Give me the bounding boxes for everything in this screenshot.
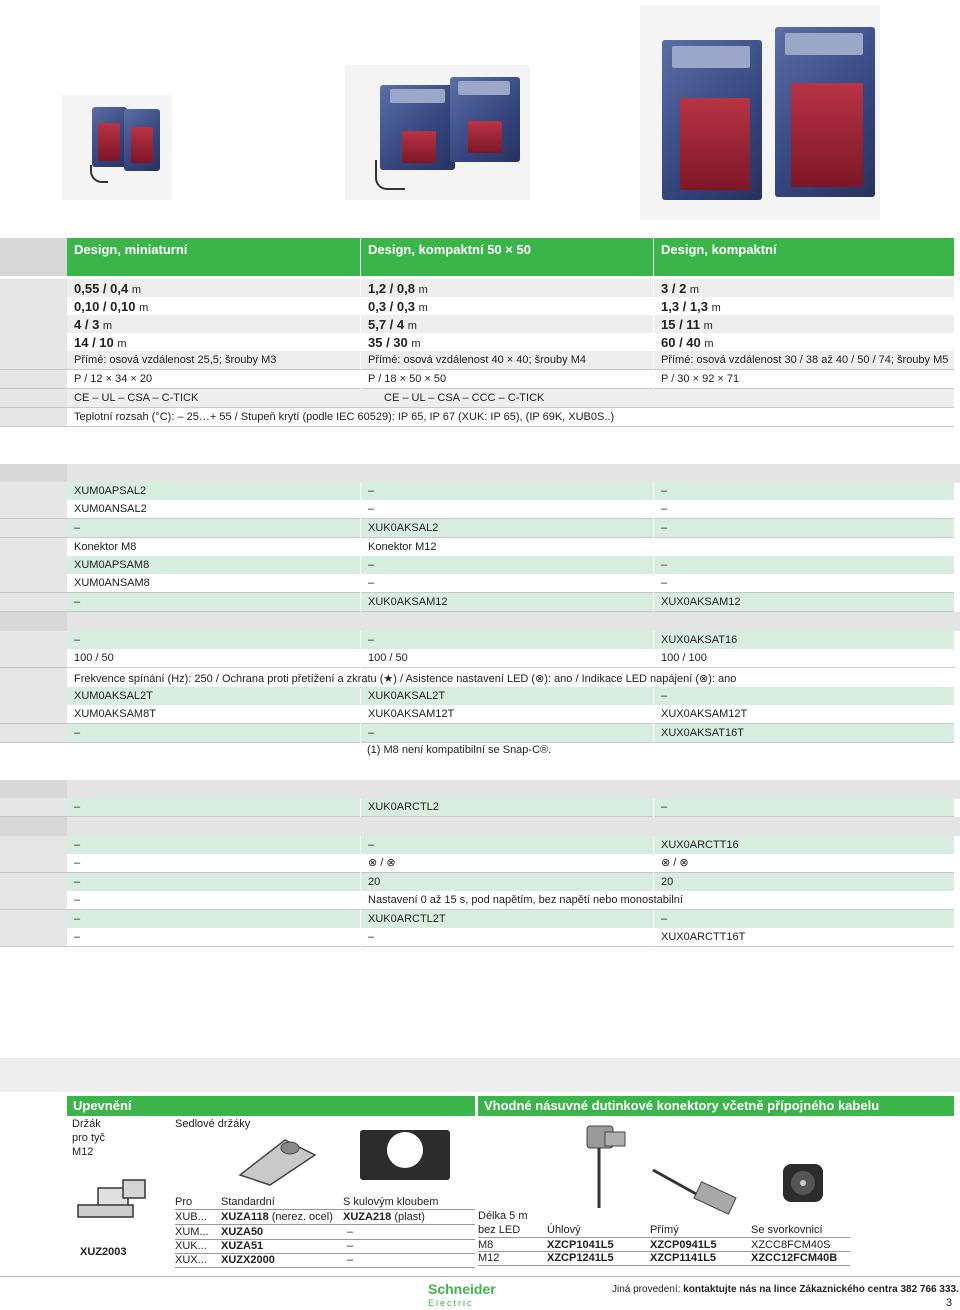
bracket-label: Držák [72, 1118, 101, 1130]
bottom-spacer [0, 1058, 960, 1092]
header-compact-50: Design, kompaktní 50 × 50 [361, 238, 653, 276]
range-row: 4 / 3 m 5,7 / 4 m 15 / 11 m [0, 315, 960, 334]
table-row: – – XUX0ARCTT16 [0, 836, 960, 855]
table-row: – Nastavení 0 až 15 s, pod napětím, bez napětí nebo monostabilní [0, 891, 960, 910]
section-band [0, 464, 960, 483]
table-row: XUM0ANSAL2 – – [0, 500, 960, 519]
straight-connector-image [648, 1165, 743, 1220]
table-row: XUM0AKSAM8T XUK0AKSAM12T XUX0AKSAM12T [0, 705, 960, 724]
photo-compact-50 [345, 65, 530, 200]
ball-joint-image [355, 1115, 455, 1190]
header-lead [0, 238, 67, 276]
section-band [0, 612, 960, 631]
footnote: (1) M8 není kompatibilní se Snap-C®. [367, 744, 552, 756]
freq-row: Frekvence spínání (Hz): 250 / Ochrana proti přetížení a zkratu (★) / Asistence nastavení LED (⊗): ano / Indikace LED napájení (⊗): ano [0, 668, 960, 688]
design-header [0, 238, 960, 276]
table-row: – XUK0ARCTL2T – [0, 910, 960, 929]
spec-row-dimensions: P / 12 × 34 × 20 P / 18 × 50 × 50 P / 30 × 92 × 71 [0, 370, 960, 389]
table-row: – XUK0AKSAM12 XUX0AKSAM12 [0, 593, 960, 612]
mounting-title: Upevnění [67, 1096, 475, 1116]
table-row: – 20 20 [0, 873, 960, 892]
terminal-connector-image [775, 1152, 840, 1212]
table-row: – XUK0AKSAL2 – [0, 519, 960, 538]
spec-row-temperature: Teplotní rozsah (°C): – 25…+ 55 / Stupeň krytí (podle IEC 60529): IP 65, IP 67 (XUK: IP 65), (IP 69K, XUB0S..) [0, 408, 960, 427]
spec-row-mounting: Přímé: osová vzdálenost 25,5; šrouby M3 Přímé: osová vzdálenost 40 × 40; šrouby M4 Přímé: osová vzdálenost 30 / 38 až 40 / 50 / 74; šrouby M5 [0, 351, 960, 370]
xuz-ref: XUZ2003 [80, 1246, 127, 1258]
section-band [0, 780, 960, 799]
photo-miniature [62, 95, 172, 200]
photo-compact [640, 5, 880, 220]
table-row: XUM0APSAM8 – – [0, 556, 960, 575]
connectors-title: Vhodné násuvné dutinkové konektory včetně přípojného kabelu [478, 1096, 954, 1116]
range-row: 14 / 10 m 35 / 30 m 60 / 40 m [0, 333, 960, 352]
table-row: XUM0APSAL2 – – [0, 482, 960, 501]
bracket-label: M12 [72, 1146, 94, 1158]
saddle-bracket-image [230, 1130, 320, 1190]
table-row: 100 / 50 100 / 50 100 / 100 [0, 649, 960, 668]
range-row: 0,55 / 0,4 m 1,2 / 0,8 m 3 / 2 m [0, 279, 960, 298]
table-row: – – XUX0ARCTT16T [0, 928, 960, 947]
saddle-label: Sedlové držáky [175, 1118, 251, 1130]
contact-note: Jiná provedení: kontaktujte nás na lince Zákaznického centra 382 766 333. [612, 1284, 959, 1295]
header-miniature: Design, miniaturní [67, 238, 360, 276]
range-row: 0,10 / 0,10 m 0,3 / 0,3 m 1,3 / 1,3 m [0, 297, 960, 316]
angled-connector-image [575, 1118, 635, 1213]
page-number: 3 [946, 1297, 953, 1309]
bracket-image [68, 1170, 168, 1240]
table-row: XUM0AKSAL2T XUK0AKSAL2T – [0, 687, 960, 706]
table-row: – XUK0ARCTL2 – [0, 798, 960, 817]
section-band [0, 817, 960, 836]
table-row: – ⊗ / ⊗ ⊗ / ⊗ [0, 854, 960, 873]
table-row: XUM0ANSAM8 – – [0, 574, 960, 593]
bracket-label: pro tyč [72, 1132, 106, 1144]
table-row: Konektor M8 Konektor M12 [0, 538, 960, 557]
header-compact: Design, kompaktní [654, 238, 954, 276]
spec-row-certifications: CE – UL – CSA – C-TICK CE – UL – CSA – CCC – C-TICK [0, 389, 960, 408]
table-row: – – XUX0AKSAT16T [0, 724, 960, 743]
schneider-logo: Schneider Electric [428, 1281, 496, 1308]
table-row: – – XUX0AKSAT16 [0, 631, 960, 650]
